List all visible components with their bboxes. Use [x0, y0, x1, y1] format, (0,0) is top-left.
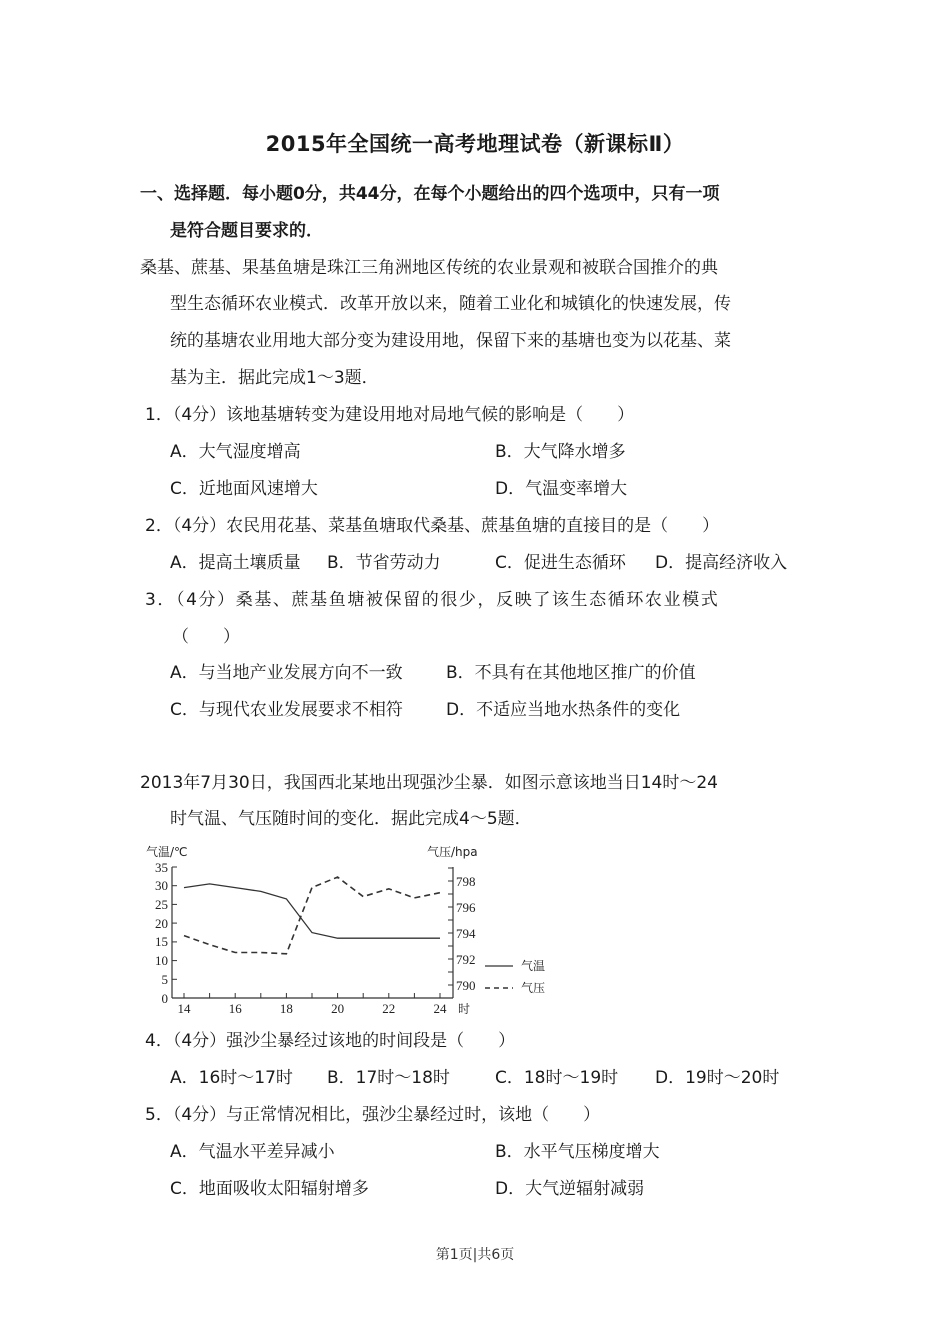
q2-option-d[interactable]: D．提高经济收入 — [655, 553, 788, 573]
passage1-line: 基为主．据此完成1～3题． — [170, 368, 379, 388]
right-axis-label: 气压/hpa — [427, 845, 478, 859]
svg-text:15: 15 — [155, 934, 168, 949]
pressure-line — [184, 877, 440, 954]
question-3-stem-cont: （ ） — [172, 627, 240, 647]
legend-temperature: 气温 — [521, 959, 546, 973]
q2-option-c[interactable]: C．促进生态循环 — [495, 553, 626, 573]
svg-text:790: 790 — [456, 978, 476, 993]
q3-option-a[interactable]: A．与当地产业发展方向不一致 — [170, 663, 403, 683]
svg-text:20: 20 — [155, 916, 168, 931]
q1-option-c[interactable]: C．近地面风速增大 — [170, 479, 318, 499]
question-3-stem: 3．（4分）桑基、蔗基鱼塘被保留的很少，反映了该生态循环农业模式 — [145, 590, 720, 610]
svg-text:24: 24 — [433, 1001, 447, 1016]
question-4-stem: 4．（4分）强沙尘暴经过该地的时间段是（ ） — [145, 1031, 516, 1051]
q5-option-c[interactable]: C．地面吸收太阳辐射增多 — [170, 1179, 369, 1199]
page-footer: 第1页|共6页 — [435, 1247, 515, 1263]
q4-option-a[interactable]: A．16时～17时 — [170, 1068, 293, 1088]
svg-text:35: 35 — [155, 860, 168, 875]
svg-text:792: 792 — [456, 952, 476, 967]
q4-option-d[interactable]: D．19时～20时 — [655, 1068, 780, 1088]
q3-option-d[interactable]: D．不适应当地水热条件的变化 — [446, 700, 681, 720]
legend-pressure: 气压 — [521, 981, 546, 995]
page-title: 2015年全国统一高考地理试卷（新课标Ⅱ） — [265, 132, 685, 156]
q5-option-b[interactable]: B．水平气压梯度增大 — [495, 1142, 660, 1162]
svg-text:30: 30 — [155, 878, 168, 893]
q3-option-c[interactable]: C．与现代农业发展要求不相符 — [170, 700, 403, 720]
section-heading-cont: 是符合题目要求的． — [170, 221, 323, 241]
q4-option-b[interactable]: B．17时～18时 — [327, 1068, 450, 1088]
svg-text:20: 20 — [331, 1001, 345, 1016]
svg-text:10: 10 — [155, 953, 168, 968]
svg-text:14: 14 — [177, 1001, 191, 1016]
question-2-stem: 2．（4分）农民用花基、菜基鱼塘取代桑基、蔗基鱼塘的直接目的是（ ） — [145, 516, 720, 536]
q2-option-b[interactable]: B．节省劳动力 — [327, 553, 441, 573]
q3-option-b[interactable]: B．不具有在其他地区推广的价值 — [446, 663, 696, 683]
q1-option-a[interactable]: A．大气湿度增高 — [170, 442, 301, 462]
right-y-ticks — [448, 868, 476, 998]
svg-text:16: 16 — [228, 1001, 242, 1016]
q1-option-b[interactable]: B．大气降水增多 — [495, 442, 626, 462]
x-axis-label: 时 — [458, 1002, 471, 1016]
q2-option-a[interactable]: A．提高土壤质量 — [170, 553, 301, 573]
svg-text:18: 18 — [279, 1001, 293, 1016]
temperature-line — [184, 884, 440, 938]
q1-option-d[interactable]: D．气温变率增大 — [495, 479, 628, 499]
passage1-line: 型生态循环农业模式．改革开放以来，随着工业化和城镇化的快速发展，传 — [170, 294, 731, 314]
passage1-line: 统的基塘农业用地大部分变为建设用地，保留下来的基塘也变为以花基、菜 — [170, 331, 731, 351]
question-5-stem: 5．（4分）与正常情况相比，强沙尘暴经过时，该地（ ） — [145, 1105, 601, 1125]
passage2-line: 时气温、气压随时间的变化．据此完成4～5题． — [170, 809, 532, 829]
svg-text:0: 0 — [161, 991, 168, 1006]
svg-text:794: 794 — [456, 926, 476, 941]
svg-text:5: 5 — [161, 972, 168, 987]
svg-text:22: 22 — [382, 1001, 396, 1016]
left-y-ticks — [155, 860, 177, 1006]
q5-option-a[interactable]: A．气温水平差异减小 — [170, 1142, 335, 1162]
left-axis-label: 气温/℃ — [146, 845, 188, 859]
temperature-pressure-chart — [140, 838, 560, 1028]
q4-option-c[interactable]: C．18时～19时 — [495, 1068, 619, 1088]
svg-text:25: 25 — [155, 897, 168, 912]
svg-text:796: 796 — [456, 900, 476, 915]
passage2-line: 2013年7月30日，我国西北某地出现强沙尘暴．如图示意该地当日14时～24 — [140, 773, 718, 793]
question-1-stem: 1．（4分）该地基塘转变为建设用地对局地气候的影响是（ ） — [145, 405, 635, 425]
q5-option-d[interactable]: D．大气逆辐射减弱 — [495, 1179, 645, 1199]
chart-legend — [485, 958, 545, 995]
x-ticks — [178, 993, 448, 1016]
section-heading: 一、选择题．每小题0分，共44分，在每个小题给出的四个选项中，只有一项 — [140, 184, 720, 204]
passage1-line: 桑基、蔗基、果基鱼塘是珠江三角洲地区传统的农业景观和被联合国推介的典 — [140, 258, 718, 278]
svg-text:798: 798 — [456, 874, 476, 889]
